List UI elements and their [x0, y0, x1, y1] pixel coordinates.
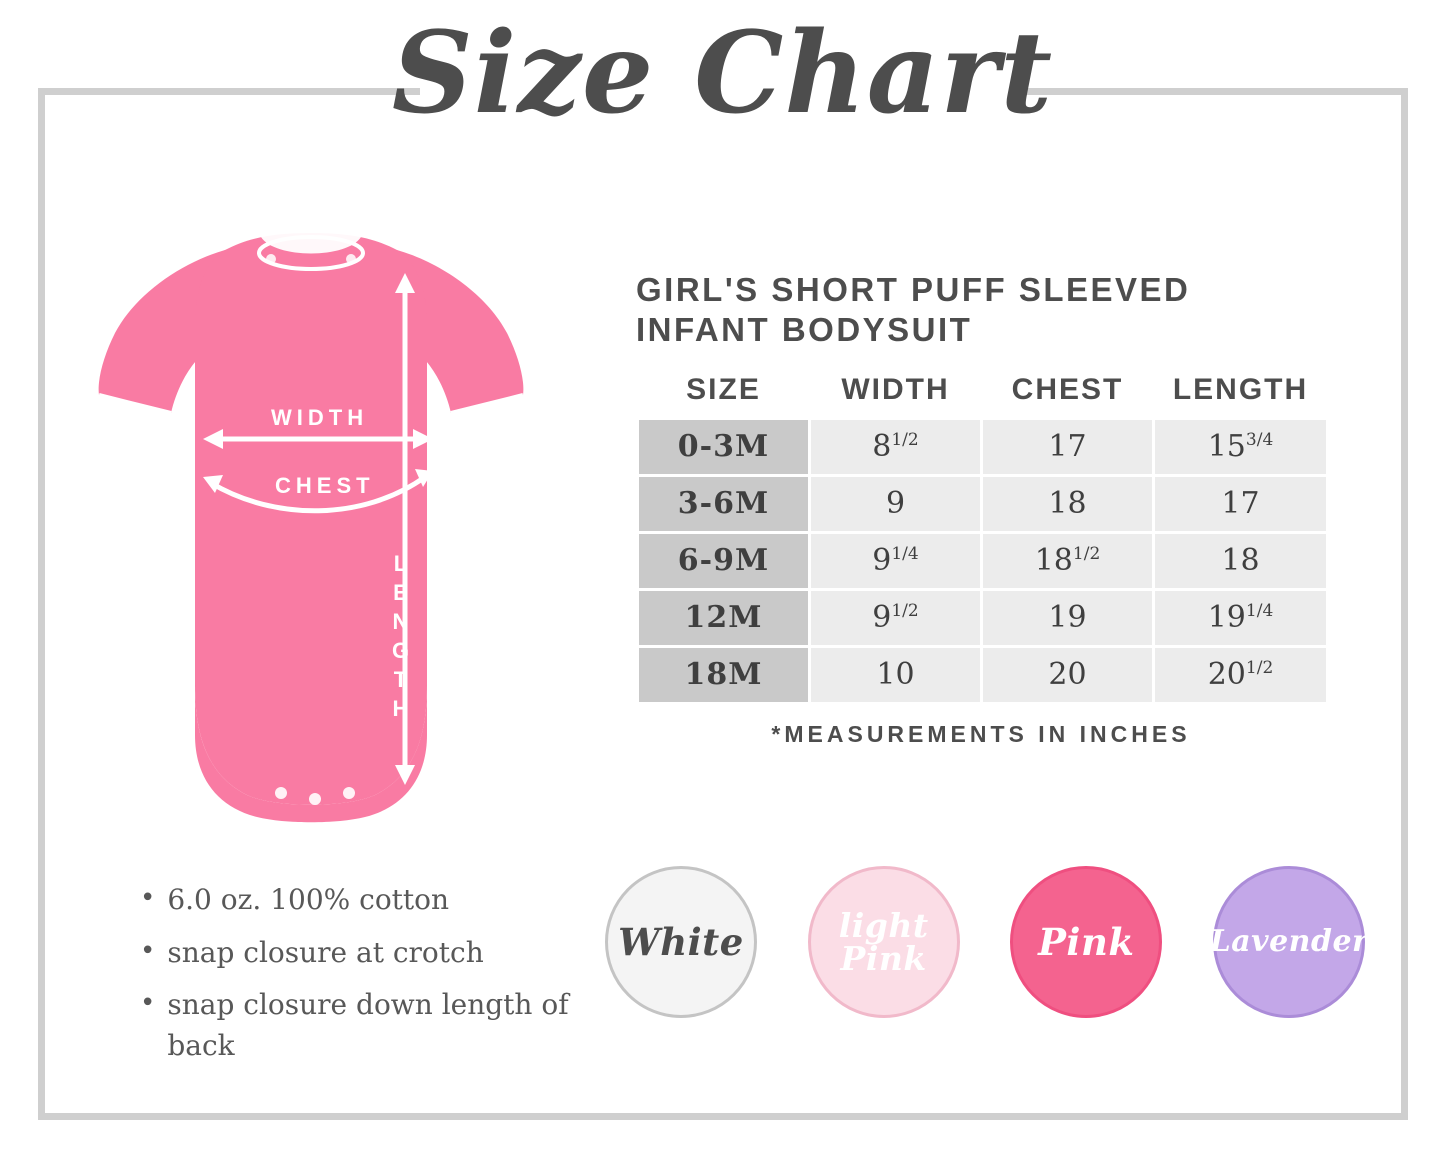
color-swatches — [605, 866, 1369, 1018]
measurement-note: *MEASUREMENTS IN INCHES — [771, 720, 1191, 747]
swatch-label: White — [618, 919, 744, 964]
feature-text: 6.0 oz. 100% cotton — [167, 883, 450, 916]
header-length: LENGTH — [1172, 372, 1309, 406]
bodysuit-illustration — [75, 215, 595, 855]
table-header-row — [638, 373, 1328, 419]
cell-chest: 18 — [982, 475, 1154, 532]
cell-length: $19^{1/4}$ — [1154, 589, 1328, 646]
product-title-line1: GIRL'S SHORT PUFF SLEEVED — [636, 271, 1191, 308]
product-title — [636, 270, 1326, 351]
cell-chest: $18^{1/2}$ — [982, 532, 1154, 589]
bullet-icon: • — [140, 883, 156, 913]
table-row — [638, 532, 1328, 589]
cell-chest: 19 — [982, 589, 1154, 646]
header-chest: CHEST — [1011, 372, 1124, 406]
swatch-white — [605, 866, 757, 1018]
product-title-line2: INFANT BODYSUIT — [636, 311, 973, 349]
cell-length: $15^{3/4}$ — [1154, 418, 1328, 475]
cell-size: 12M — [638, 589, 810, 646]
chest-label: CHEST — [275, 473, 375, 498]
page-title: Size Chart — [391, 8, 1054, 139]
width-label: WIDTH — [271, 405, 369, 430]
cell-length: 17 — [1154, 475, 1328, 532]
cell-size: 0-3M — [638, 418, 810, 475]
header-size: SIZE — [686, 372, 761, 406]
swatch-pink — [1010, 866, 1162, 1018]
table-row — [638, 475, 1328, 532]
cell-length: 18 — [1154, 532, 1328, 589]
cell-width: 9 — [810, 475, 982, 532]
list-item — [140, 933, 570, 974]
cell-width: $9^{1/4}$ — [810, 532, 982, 589]
swatch-label: light Pink — [838, 906, 929, 978]
product-info — [636, 270, 1326, 748]
cell-size: 6-9M — [638, 532, 810, 589]
header-width: WIDTH — [841, 372, 950, 406]
swatch-lavender — [1209, 866, 1369, 1018]
swatch-label: Lavender — [1209, 924, 1369, 959]
swatch-label: Pink — [1038, 919, 1135, 964]
table-row — [638, 589, 1328, 646]
length-label: LENGTH — [388, 551, 413, 725]
bullet-icon: • — [140, 935, 156, 966]
features-list — [140, 880, 570, 1078]
cell-chest: 17 — [982, 418, 1154, 475]
bullet-icon: • — [140, 988, 156, 1019]
feature-text: snap closure down length of back — [167, 988, 569, 1062]
table-row — [638, 418, 1328, 475]
cell-size: 3-6M — [638, 475, 810, 532]
cell-width: $8^{1/2}$ — [810, 418, 982, 475]
cell-size: 18M — [638, 646, 810, 703]
size-table — [636, 373, 1329, 705]
swatch-light-pink — [808, 866, 960, 1018]
cell-width: 10 — [810, 646, 982, 703]
bodysuit-svg — [75, 215, 595, 855]
cell-length: $20^{1/2}$ — [1154, 646, 1328, 703]
list-item — [140, 880, 570, 921]
list-item — [140, 985, 570, 1066]
feature-text: snap closure at crotch — [167, 935, 484, 969]
cell-width: $9^{1/2}$ — [810, 589, 982, 646]
table-row — [638, 646, 1328, 703]
cell-chest: 20 — [982, 646, 1154, 703]
